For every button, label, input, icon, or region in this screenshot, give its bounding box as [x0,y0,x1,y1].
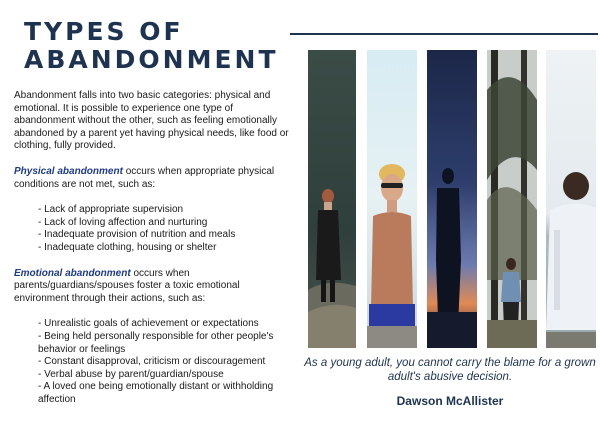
list-item: - Being held personally responsible for other people's behavior or feelings [38,330,274,355]
emotional-paragraph [14,268,296,306]
silhouette-at-dusk-photo [427,50,477,348]
title-line-2: ABANDONMENT [24,45,279,74]
list-item: - Inadequate clothing, housing or shelter [38,241,217,253]
physical-text: occurs when appropriate physical conditions are not met, such as: [14,165,275,190]
title-line-1: TYPES OF [24,17,184,46]
list-item: - Unrealistic goals of achievement or expectations [38,318,259,330]
emotional-term: Emotional abandonment [14,267,131,279]
woman-in-forest-photo [487,50,537,348]
body-text [14,90,296,419]
list-item: - Lack of appropriate supervision [38,204,184,216]
list-item: - A loved one being emotionally distant or withholding affection [38,381,274,405]
list-item: - Inadequate provision of nutrition and meals [38,229,236,241]
list-item: - Verbal abuse by parent/guardian/spouse [38,368,224,380]
page-title [24,18,279,74]
emotional-text: occurs when parents/guardians/spouses foster a toxic emotional environment through their actions, such as: [14,267,240,304]
woman-by-water-photo [308,50,356,348]
emotional-list [38,318,296,406]
list-item: - Constant disapproval, criticism or discouragement [38,356,266,368]
list-item: - Lack of loving affection and nurturing [38,216,208,228]
physical-term: Physical abandonment [14,165,123,177]
quote-author: Dawson McAllister [396,394,504,408]
intro-paragraph: Abandonment falls into two basic categories: physical and emotional. It is possible to experience one type of abandonment without the other, such as feeling emotionally abandoned by a parent yet having physical needs, like food or clothing, fully provided. [14,90,289,152]
young-man-sunglasses-photo [367,50,417,348]
physical-list [38,204,296,254]
man-by-sea-photo [546,50,596,348]
quote: As a young adult, you cannot carry the blame for a grown adult's abusive decision. [304,357,596,383]
physical-paragraph [14,166,296,191]
title-divider [290,33,598,35]
